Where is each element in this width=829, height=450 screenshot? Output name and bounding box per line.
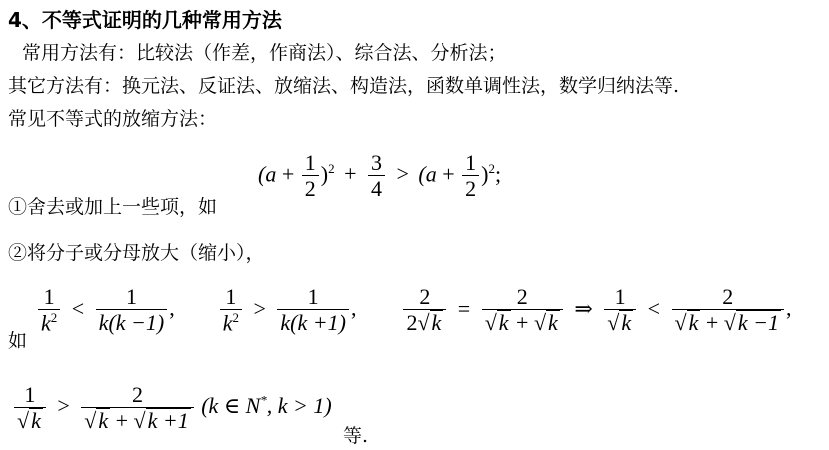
r3-frac-1: $\frac{1}{√k}$ xyxy=(14,382,46,435)
r2-lt: < xyxy=(71,295,85,321)
scaling-methods-line: 常见不等式的放缩方法： xyxy=(8,108,218,130)
r2-gt: > xyxy=(253,295,266,321)
section-heading: 4、不等式证明的几种常用方法 xyxy=(8,8,282,32)
deng-label: 等. xyxy=(343,425,369,447)
r2-frac-8: $\frac{2}{√k + √k -1}$ xyxy=(672,284,784,337)
r2-frac-5: $\frac{2}{2√k}$ xyxy=(403,284,446,337)
r2-comma-1: , xyxy=(169,295,175,321)
formula-1-square-2: 2 xyxy=(488,161,495,177)
other-methods-line: 其它方法有：换元法、反证法、放缩法、构造法，函数单调性法，数学归纳法等. xyxy=(8,75,680,97)
r2-frac-1: $\frac{1}{k^2}$ xyxy=(38,284,60,337)
r2-frac-7: $\frac{1}{√k}$ xyxy=(604,284,636,337)
formula-1 xyxy=(258,150,501,203)
formula-1-gt: > xyxy=(396,161,409,187)
formula-1-open2: (a + xyxy=(418,161,455,187)
formula-1-half: $\frac{1}{2}$ xyxy=(302,150,319,203)
r3-gt: > xyxy=(57,393,70,419)
r3-frac-2: $\frac{2}{√k + √k +1}$ xyxy=(81,382,193,435)
formula-row-3 xyxy=(12,382,332,435)
formula-1-plus: + xyxy=(344,161,357,187)
r2-comma-3: , xyxy=(785,295,792,321)
formula-1-square: 2 xyxy=(328,161,335,177)
item-1-text: ①舍去或加上一些项，如 xyxy=(8,196,218,218)
r2-frac-2: $\frac{1}{k(k -1)}$ xyxy=(96,284,168,337)
formula-1-half-2: $\frac{1}{2}$ xyxy=(462,150,479,203)
r2-lt-2: < xyxy=(647,295,661,321)
item-2-text: ②将分子或分母放大（缩小）， xyxy=(8,242,265,264)
r2-frac-3: $\frac{1}{k^2}$ xyxy=(220,284,242,337)
formula-1-semicolon: ; xyxy=(495,161,502,187)
r2-frac-4: $\frac{1}{k(k +1)}$ xyxy=(277,284,349,337)
common-methods-line: 常用方法有：比较法（作差，作商法）、综合法、分析法； xyxy=(22,42,507,64)
ru-label: 如 xyxy=(8,330,28,352)
formula-1-three-quarters: $\frac{3}{4}$ xyxy=(368,150,385,203)
formula-row-2 xyxy=(36,284,791,337)
r3-condition: (k ∈ N*, k > 1) xyxy=(201,393,332,419)
formula-1-close: ) xyxy=(320,161,329,187)
r2-comma-2: , xyxy=(350,295,357,321)
r2-eq: = xyxy=(457,295,471,321)
formula-1-close2: ) xyxy=(481,161,489,187)
r2-implies: ⇒ xyxy=(574,295,593,321)
r2-frac-6: $\frac{2}{√k + √k}$ xyxy=(482,284,563,337)
formula-1-open: (a + xyxy=(258,161,295,187)
